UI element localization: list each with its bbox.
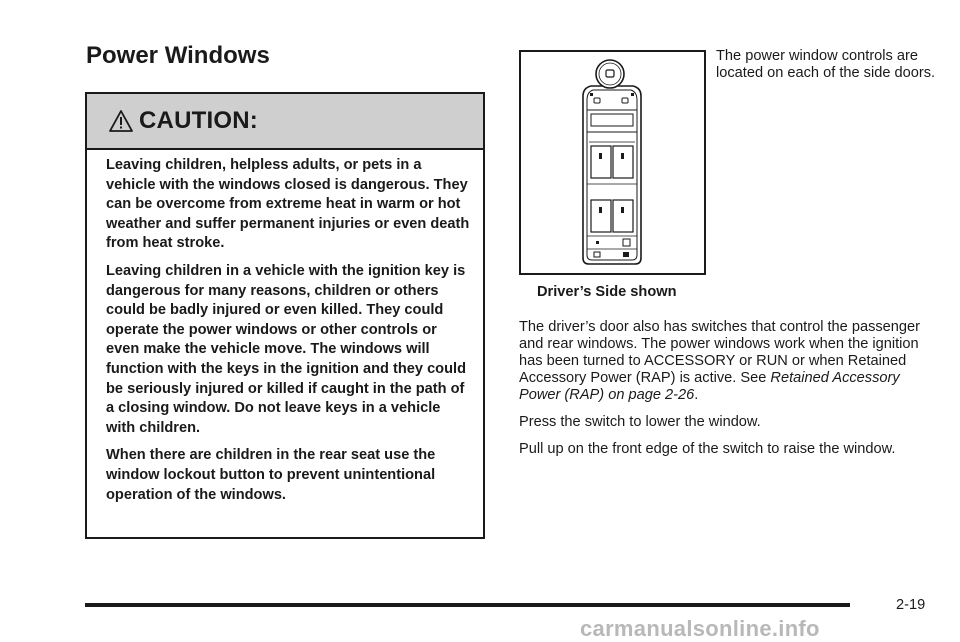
page-title: Power Windows [86, 42, 270, 69]
footer-rule [85, 603, 850, 607]
body-text-run: The driver’s door also has switches that control the passenger and rear windows. The power windows work when the ignition has been turned to ACCESSORY or RUN or when Retained Accessory Power (RAP) is active. See [519, 319, 921, 386]
figure-caption: Driver’s Side shown [537, 284, 677, 300]
caution-header [87, 94, 483, 150]
caution-paragraph: Leaving children, helpless adults, or pets in a vehicle with the windows closed is dangerous. They can be overcome from extreme heat in warm or hot weather and suffer permanent injuries or even death from heat stroke. [106, 157, 470, 252]
driver-window-switch-panel [521, 52, 704, 273]
window-lockout-button [596, 239, 630, 246]
body-text-run: . [694, 387, 699, 403]
body-paragraph: Pull up on the front edge of the switch to raise the window. [519, 441, 896, 457]
caution-paragraph: When there are children in the rear seat use the window lockout button to prevent unintentional operation of the windows. [106, 447, 436, 503]
front-window-switches [589, 142, 635, 178]
page-number: 2-19 [896, 597, 926, 613]
watermark: carmanualsonline.info [580, 616, 820, 641]
caution-body [87, 150, 483, 505]
door-lock-switch [594, 252, 629, 257]
body-paragraph: Press the switch to lower the window. [519, 414, 761, 430]
caution-paragraph: Leaving children in a vehicle with the ignition key is dangerous for many reasons, children or others could be badly injured or even killed. They could operate the power windows or other controls or even make the vehicle move. The windows will function with the keys in the ignition and they could be seriously injured or killed if caught in the path of a closing window. Do not leave keys in a vehicle with children. [106, 262, 466, 436]
body-paragraph [519, 319, 939, 404]
intro-paragraph: The power window controls are located on each of the side doors. [716, 48, 936, 81]
mirror-control-knob [596, 60, 624, 88]
warning-triangle-icon [109, 109, 133, 133]
cross-reference: Retained Accessory Power (RAP) on page 2-26 [519, 370, 900, 403]
mirror-selector-icon [590, 93, 634, 103]
body-text [519, 319, 939, 468]
window-switch-illustration [519, 50, 706, 275]
caution-heading: CAUTION: [139, 107, 258, 134]
caution-box [85, 92, 485, 539]
rear-window-switches [591, 200, 633, 232]
